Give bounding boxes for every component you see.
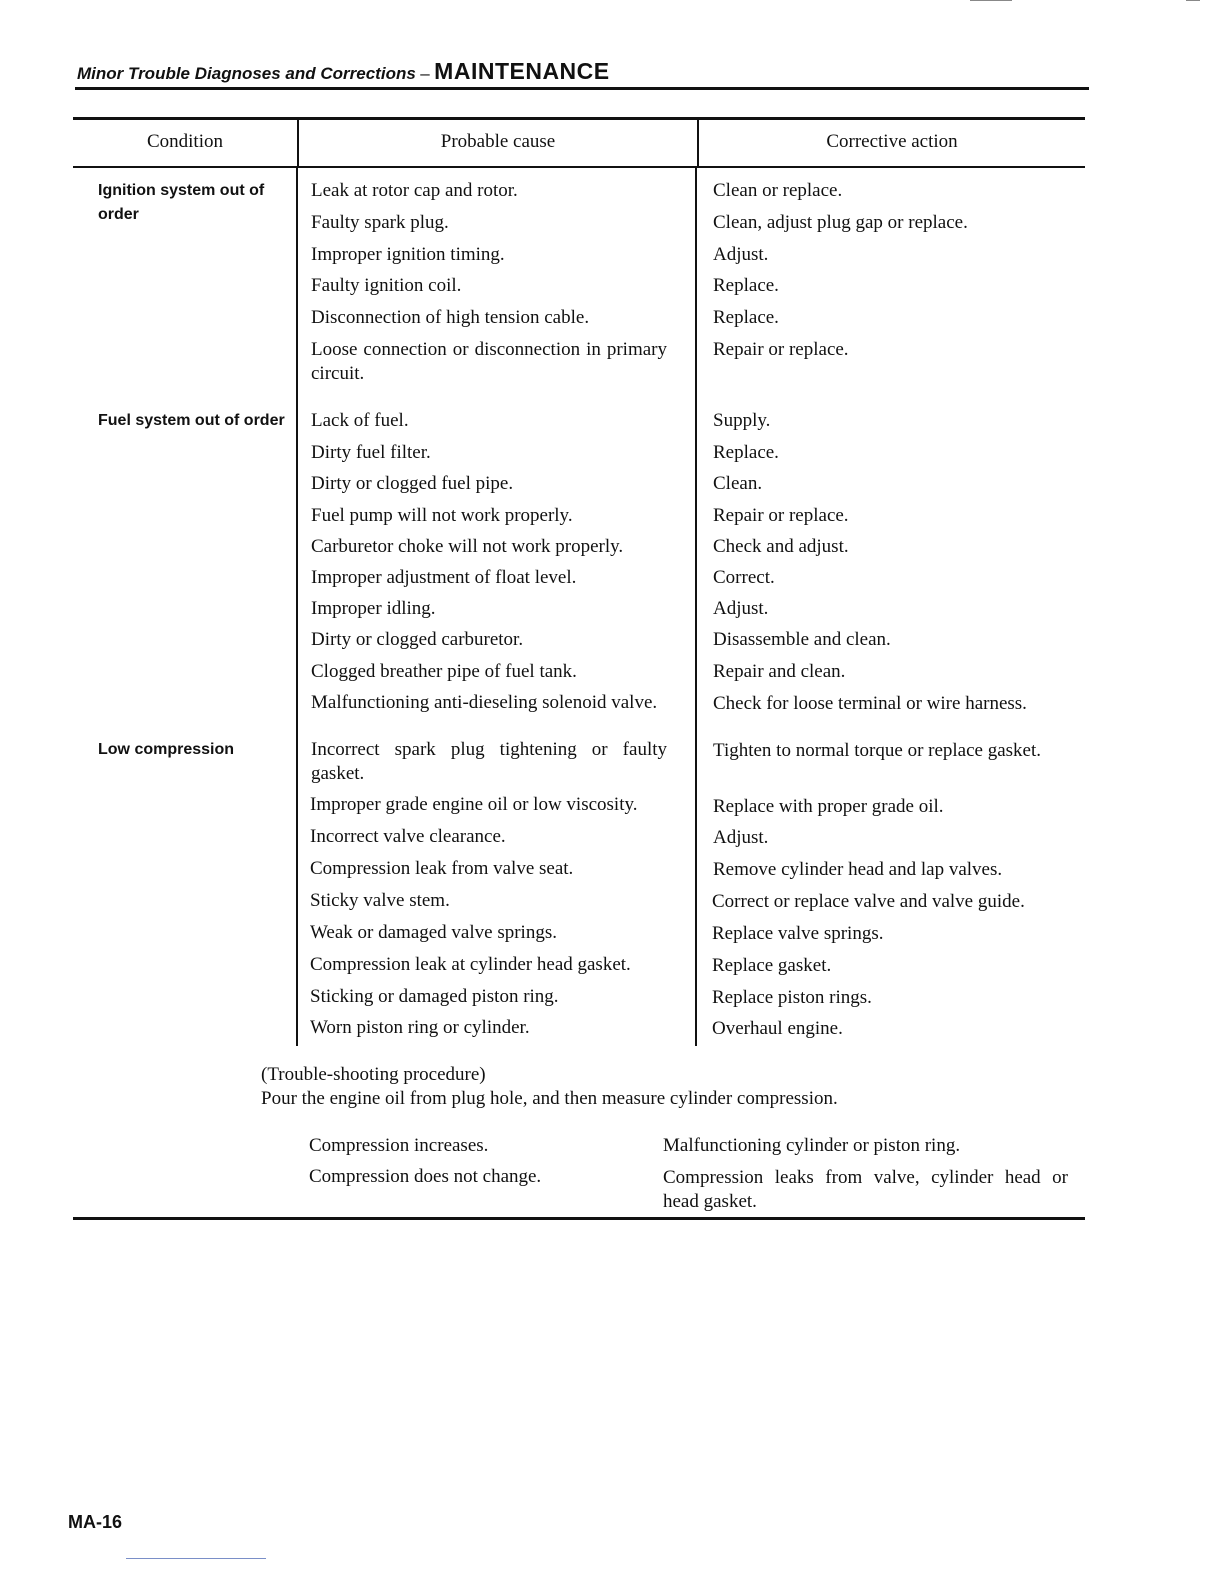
action-cell: Replace piston rings. <box>712 987 872 1008</box>
cause-cell: Dirty or clogged fuel pipe. <box>311 473 514 494</box>
column-header-corrective-action: Corrective action <box>826 131 958 152</box>
action-cell: Check for loose terminal or wire harness. <box>713 693 1027 714</box>
cause-cell: Fuel pump will not work properly. <box>311 505 573 526</box>
action-cell: Repair or replace. <box>713 505 849 526</box>
action-cell: Replace with proper grade oil. <box>713 796 944 817</box>
condition-fuel: Fuel system out of order <box>98 412 285 429</box>
column-header-probable-cause: Probable cause <box>440 131 556 152</box>
action-cell: Tighten to normal torque or replace gasket. <box>713 740 1042 761</box>
action-cell: Clean. <box>713 473 763 494</box>
cause-cell: Improper grade engine oil or low viscosity. <box>310 794 638 815</box>
section-title: MAINTENANCE <box>434 58 610 84</box>
cause-cell: Loose connection or disconnection in primary circuit. <box>311 339 667 384</box>
procedure-title: (Trouble-shooting procedure) <box>261 1064 486 1085</box>
cause-cell: Carburetor choke will not work properly. <box>311 536 624 557</box>
scan-mark-top <box>970 0 1012 1</box>
cause-cell: Incorrect valve clearance. <box>310 826 506 847</box>
cause-cell: Leak at rotor cap and rotor. <box>311 180 518 201</box>
cause-cell: Incorrect spark plug tightening or faulty gasket. <box>311 739 667 784</box>
cause-cell: Dirty or clogged carburetor. <box>311 629 524 650</box>
procedure-observation: Compression does not change. <box>309 1166 542 1187</box>
page-header <box>77 58 610 85</box>
action-cell: Remove cylinder head and lap valves. <box>713 859 1003 880</box>
cause-cell: Sticking or damaged piston ring. <box>310 986 559 1007</box>
condition-low-compression: Low compression <box>98 741 235 758</box>
section-subtitle: Minor Trouble Diagnoses and Corrections <box>77 64 416 83</box>
header-rule <box>75 87 1089 90</box>
procedure-diagnosis: Compression leaks from valve, cylinder head or head gasket. <box>663 1167 1068 1212</box>
condition-ignition: Ignition system out of order <box>98 182 265 223</box>
cause-cell: Improper idling. <box>311 598 436 619</box>
table-header-rule <box>73 166 1085 168</box>
cause-cell: Improper ignition timing. <box>311 244 505 265</box>
cause-cell: Faulty spark plug. <box>311 212 449 233</box>
action-cell: Correct. <box>713 567 775 588</box>
action-cell: Repair or replace. <box>713 339 849 360</box>
cause-cell: Weak or damaged valve springs. <box>310 922 557 943</box>
cause-cell: Malfunctioning anti-dieseling solenoid valve. <box>311 692 658 713</box>
table-top-rule <box>73 117 1085 120</box>
action-cell: Overhaul engine. <box>712 1018 843 1039</box>
action-cell: Check and adjust. <box>713 536 849 557</box>
column-divider <box>296 168 298 1046</box>
action-cell: Replace. <box>713 442 779 463</box>
action-cell: Clean or replace. <box>713 180 843 201</box>
cause-cell: Lack of fuel. <box>311 410 409 431</box>
cause-cell: Worn piston ring or cylinder. <box>310 1017 530 1038</box>
cause-cell: Clogged breather pipe of fuel tank. <box>311 661 577 682</box>
procedure-instruction: Pour the engine oil from plug hole, and then measure cylinder compression. <box>261 1088 838 1109</box>
action-cell: Replace valve springs. <box>712 923 884 944</box>
table-bottom-rule <box>73 1217 1085 1220</box>
page-number: MA-16 <box>68 1512 123 1532</box>
header-dash: – <box>420 64 430 83</box>
cause-cell: Compression leak at cylinder head gasket. <box>310 954 631 975</box>
scan-mark-top-right <box>1186 0 1200 1</box>
action-cell: Replace. <box>713 307 779 328</box>
cause-cell: Compression leak from valve seat. <box>310 858 574 879</box>
cause-cell: Dirty fuel filter. <box>311 442 431 463</box>
procedure-diagnosis: Malfunctioning cylinder or piston ring. <box>663 1135 961 1156</box>
column-divider <box>695 168 697 1046</box>
action-cell: Replace gasket. <box>712 955 832 976</box>
procedure-observation: Compression increases. <box>309 1135 489 1156</box>
action-cell: Clean, adjust plug gap or replace. <box>713 212 968 233</box>
action-cell: Adjust. <box>713 244 769 265</box>
action-cell: Supply. <box>713 410 771 431</box>
cause-cell: Sticky valve stem. <box>310 890 450 911</box>
scan-mark-bottom <box>126 1558 266 1559</box>
cause-cell: Improper adjustment of float level. <box>311 567 577 588</box>
action-cell: Adjust. <box>713 598 769 619</box>
cause-cell: Faulty ignition coil. <box>311 275 462 296</box>
column-header-condition: Condition <box>146 131 223 152</box>
action-cell: Repair and clean. <box>713 661 846 682</box>
cause-cell: Disconnection of high tension cable. <box>311 307 590 328</box>
action-cell: Disassemble and clean. <box>713 629 891 650</box>
action-cell: Adjust. <box>713 827 769 848</box>
action-cell: Correct or replace valve and valve guide. <box>712 891 1025 912</box>
action-cell: Replace. <box>713 275 779 296</box>
